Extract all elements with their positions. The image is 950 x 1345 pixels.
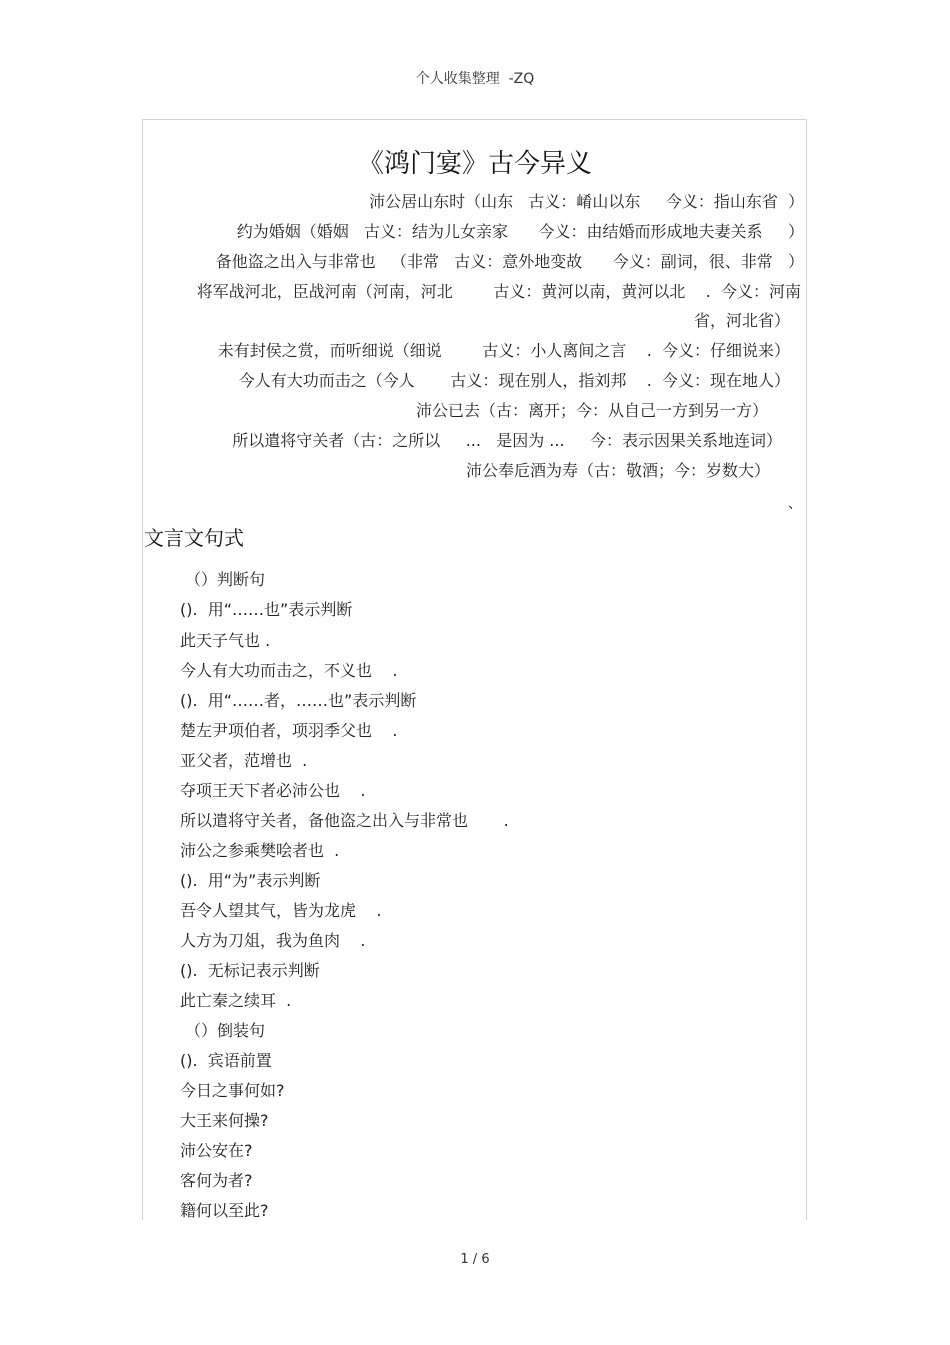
glossary-line-6: 今人有大功而击之（今人 古义：现在别人，指刘邦 . 今义：现在地人） <box>238 371 790 390</box>
subsection-inversion: （）倒装句 <box>185 1021 266 1040</box>
list-item: 今人有大功而击之，不义也 . <box>180 661 398 680</box>
list-item: 沛公之参乘樊哙者也 . <box>180 841 340 860</box>
list-item: 此亡秦之续耳 . <box>180 991 292 1010</box>
list-item: (). 用“……者，……也”表示判断 <box>180 691 417 710</box>
subsection-judgment: （）判断句 <box>185 570 266 589</box>
page-header: 个人收集整理 -ZQ <box>415 71 535 87</box>
list-item: 亚父者，范增也 . <box>180 751 308 770</box>
glossary-line-4: 将军战河北，臣战河南（河南，河北 古义：黄河以南，黄河以北 . 今义：河南 <box>196 282 801 301</box>
stray-mark: 、 <box>788 496 802 512</box>
list-item: (). 无标记表示判断 <box>180 961 320 980</box>
glossary-line-5: 未有封侯之赏，而听细说（细说 古义：小人离间之言 . 今义：仔细说来） <box>217 341 790 360</box>
list-item: 沛公安在? <box>180 1141 253 1160</box>
list-item: 今日之事何如? <box>180 1081 285 1100</box>
list-item: 大王来何操? <box>180 1111 269 1130</box>
list-item: 客何为者? <box>180 1171 253 1190</box>
list-item: (). 宾语前置 <box>180 1051 272 1070</box>
frame-left-border <box>142 119 143 1220</box>
glossary-line-1: 沛公居山东时（山东 古义：崤山以东 今义：指山东省 ） <box>369 192 804 211</box>
list-item: (). 用“……也”表示判断 <box>180 600 353 619</box>
section-heading: 文言文句式 <box>144 526 244 550</box>
list-item: 人方为刀俎，我为鱼肉 . <box>180 931 366 950</box>
glossary-line-9: 沛公奉卮酒为寿（古：敬酒；今：岁数大） <box>465 461 770 480</box>
frame-right-border <box>806 119 807 1220</box>
glossary-line-2: 约为婚姻（婚姻 古义：结为儿女亲家 今义：由结婚而形成地夫妻关系 ） <box>236 222 804 241</box>
frame-top-border <box>142 119 807 120</box>
list-item: 楚左尹项伯者，项羽季父也 . <box>180 721 398 740</box>
glossary-line-4-cont: 省，河北省） <box>693 311 790 330</box>
list-item: 籍何以至此? <box>180 1201 269 1220</box>
list-item: (). 用“为”表示判断 <box>180 871 321 890</box>
glossary-line-3: 备他盗之出入与非常也 （非常 古义：意外地变故 今义：副词，很、非常 ） <box>215 252 804 271</box>
list-item: 所以遣将守关者，备他盗之出入与非常也 . <box>180 811 509 830</box>
page-number: 1 / 6 <box>460 1252 490 1267</box>
document-title: 《鸿门宴》古今异义 <box>357 149 592 179</box>
list-item: 夺项王天下者必沛公也 . <box>180 781 366 800</box>
glossary-line-7: 沛公已去（古：离开；今：从自己一方到另一方） <box>415 401 768 420</box>
glossary-line-8: 所以遣将守关者（古：之所以 ... 是因为 ... 今：表示因果关系地连词） <box>232 431 782 450</box>
list-item: 此天子气也 . <box>180 631 271 650</box>
list-item: 吾令人望其气，皆为龙虎 . <box>180 901 382 920</box>
